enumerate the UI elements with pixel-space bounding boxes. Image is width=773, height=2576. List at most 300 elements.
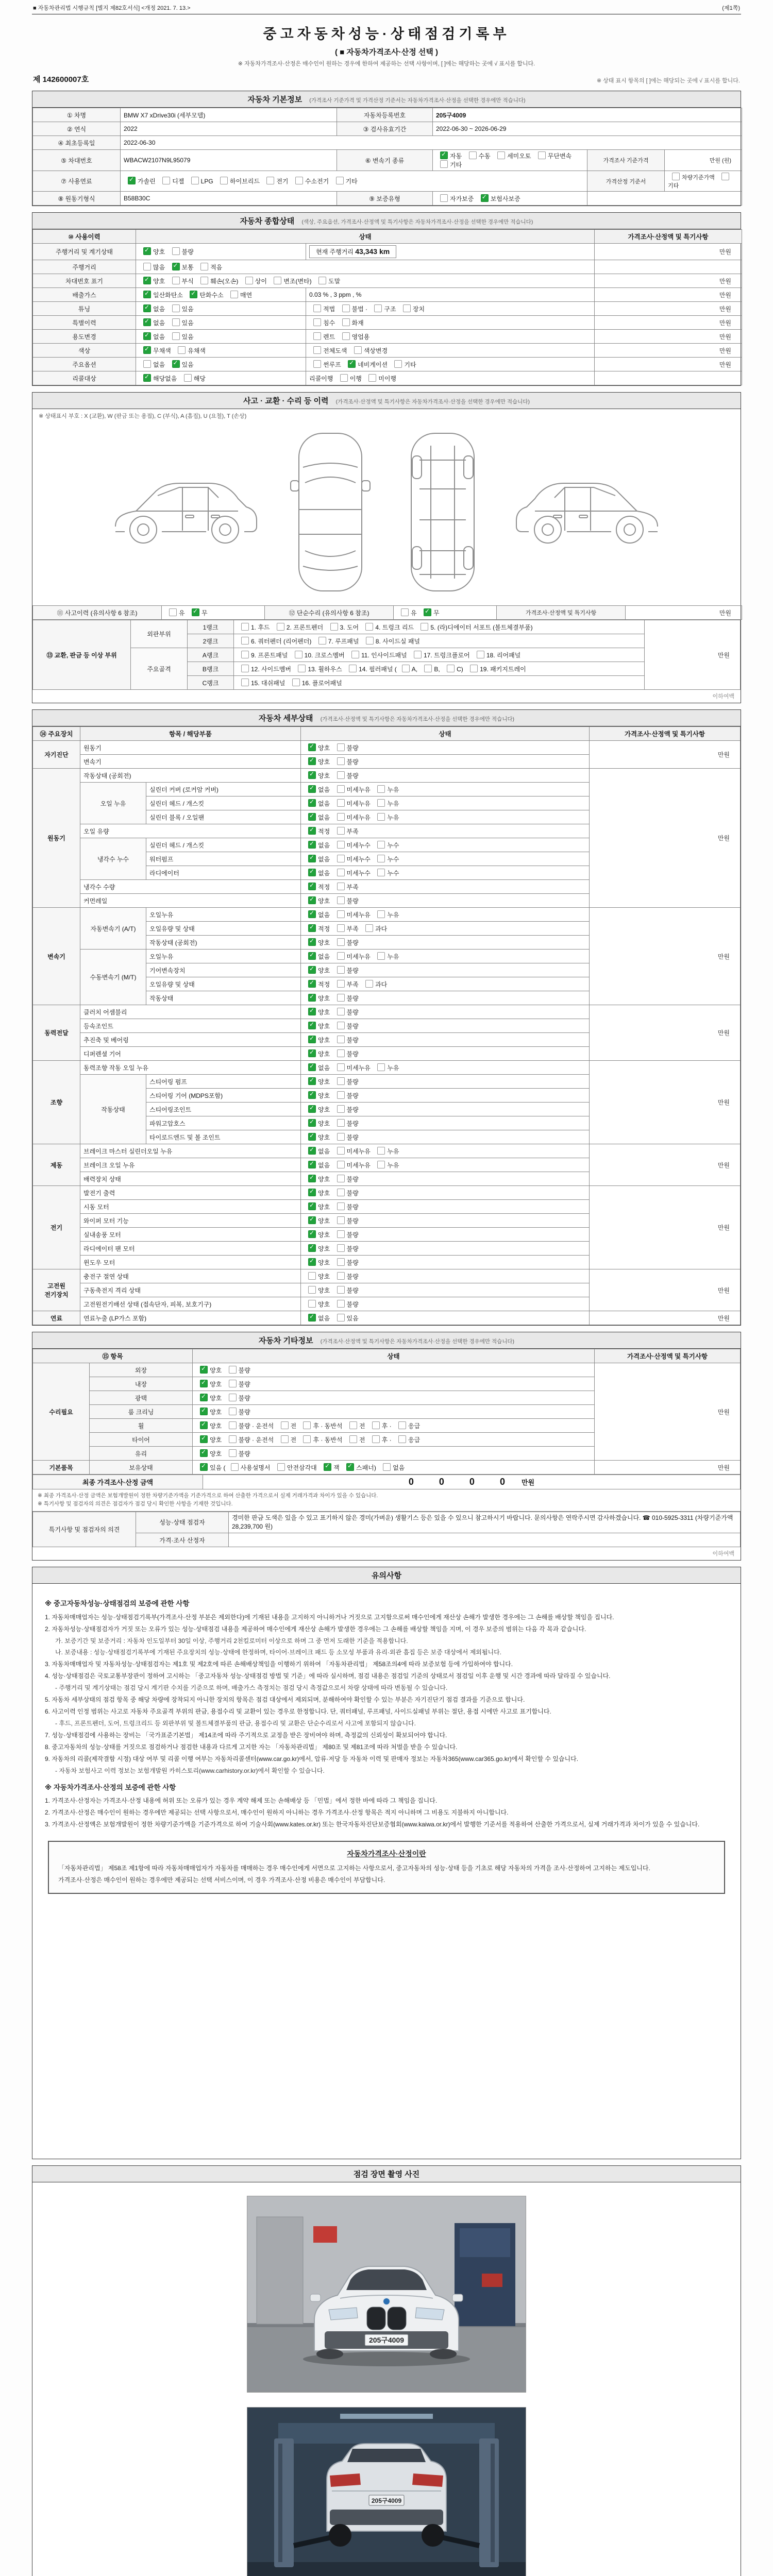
device-item: 오일 유량 <box>80 824 301 838</box>
rect <box>186 515 194 518</box>
basic-info-title: 자동차 기본정보 <box>247 95 303 104</box>
span: 없음 <box>153 333 167 341</box>
status-cell <box>136 316 306 330</box>
device-status <box>301 1019 590 1033</box>
rank-label: 1랭크 <box>188 620 234 634</box>
checkbox-empty-icon <box>365 924 373 932</box>
span: 미세누유 <box>346 814 373 821</box>
checkbox-empty-icon <box>414 651 422 658</box>
checkbox-checked-icon <box>308 1008 316 1015</box>
price-definition-title: 자동차가격조사·산정이란 <box>347 1850 426 1858</box>
device-item: 오일유량 및 상태 <box>146 977 301 991</box>
checkbox-empty-icon <box>337 1189 345 1196</box>
device-status <box>301 1200 590 1214</box>
span: 18. 리어패널 <box>486 651 521 659</box>
path <box>329 2308 358 2320</box>
accident-header <box>32 393 741 409</box>
path <box>305 477 356 483</box>
device-item: 워터펌프 <box>146 852 301 866</box>
checkbox-empty-icon <box>372 1435 380 1443</box>
notice-item: 3. 가격조사·산정액은 보험개발원이 정한 차량기준가액을 기준가격으로 하여 기술사회(www.kates.or.kr) 또는 한국자동차진단보증협회(www.kaiwa.or.kr)에서 발행한 기준서를 적용하여 산출한 가격으로서, 실제 거래가격과 차이가 있을 수 있습니다. <box>45 1821 700 1828</box>
checkbox-empty-icon <box>337 938 345 946</box>
checkbox-empty-icon <box>169 608 177 616</box>
device-item: 추진축 및 베어링 <box>80 1033 301 1047</box>
checkbox-checked-icon <box>308 1119 316 1127</box>
checkbox-checked-icon <box>308 1314 316 1321</box>
span: 누유 <box>387 1161 399 1169</box>
checkbox-checked-icon <box>308 1216 316 1224</box>
path <box>412 2473 443 2487</box>
vehicle-name: BMW X7 xDrive30i (세부모델) <box>121 108 337 122</box>
checkbox-checked-icon <box>308 1077 316 1085</box>
checkbox-empty-icon <box>313 360 321 368</box>
etc-item: 외장 <box>90 1363 193 1377</box>
checkbox-empty-icon <box>241 637 249 645</box>
checkbox-empty-icon <box>377 952 385 960</box>
photos-header: 점검 장면 촬영 사진 <box>32 2166 741 2182</box>
span: 없음 <box>318 1064 332 1072</box>
span: 미세누수 <box>346 841 373 849</box>
rect <box>452 2294 463 2301</box>
detail-row <box>33 1186 741 1200</box>
accident-note: (가격조사·산정액 및 특기사항은 자동차가격조사·산정을 선택한 경우에만 적습니다) <box>335 399 530 405</box>
checkbox-empty-icon <box>162 177 170 184</box>
overall-row <box>33 274 742 288</box>
device-item: 스티어링 기어 (MDPS포함) <box>146 1089 301 1103</box>
b: 205구4009 <box>436 111 466 119</box>
notice-heading: ※ 중고자동차성능·상태점검의 보증에 관한 사항 <box>45 1600 190 1608</box>
overall-table-wrap <box>32 229 741 385</box>
span: 있음 <box>181 333 194 341</box>
td <box>587 192 742 206</box>
photos-body <box>32 2182 741 2576</box>
field-label: 가격산정 기준서 <box>587 171 665 192</box>
checkbox-empty-icon <box>337 785 345 793</box>
checkbox-checked-icon <box>143 247 151 255</box>
tr <box>33 171 742 192</box>
circle <box>383 2298 390 2305</box>
status-cell <box>136 330 306 344</box>
span: 있음 <box>181 305 194 313</box>
checkbox-empty-icon <box>330 623 338 631</box>
span: 양호 <box>318 1259 332 1266</box>
span: 불량 <box>238 1366 250 1374</box>
outer-panel-label: 외판부위 <box>131 620 188 648</box>
checkbox-checked-icon <box>308 966 316 974</box>
path <box>303 463 358 467</box>
g <box>516 483 658 543</box>
span: 변조(변타) <box>283 277 313 285</box>
span: 구조 <box>384 305 398 313</box>
ellipse <box>430 2349 457 2359</box>
device-group: 고전원 전기장치 <box>33 1269 80 1311</box>
checkbox-empty-icon <box>477 651 484 658</box>
span: 없음 <box>153 361 167 368</box>
device-item: 윈도우 모터 <box>80 1256 301 1269</box>
notice-item: 2. 자동차성능·상태점검자가 거짓 또는 오류가 있는 성능·상태점검 내용을 제공하여 매수인에게 재산상 손해가 발생한 경우에는 그 손해를 배상할 책임을 지며, 이 경우 보증의 범위는 다음 각 목과 같습니다. <box>45 1625 586 1633</box>
rect <box>291 481 299 491</box>
span: 보험사보증 <box>490 195 520 202</box>
detail-title: 자동차 세부상태 <box>258 714 313 723</box>
col-price: 가격조사·산정액 및 특기사항 <box>595 230 742 244</box>
checkbox-empty-icon <box>229 1408 237 1415</box>
span: 6. 쿼터펜더 (리어펜더) <box>251 637 313 645</box>
final-price-label: 최종 가격조사·산정 금액 <box>33 1475 203 1489</box>
device-item: 동력조향 작동 오일 누유 <box>80 1061 301 1075</box>
overall-row <box>33 244 742 260</box>
checkbox-empty-icon <box>266 177 274 184</box>
checkbox-checked-icon <box>324 1463 331 1471</box>
circle <box>130 516 157 543</box>
span: 누유 <box>387 911 399 919</box>
checkbox-empty-icon <box>365 623 373 631</box>
checkbox-checked-icon <box>348 360 356 368</box>
checkbox-empty-icon <box>308 1300 316 1308</box>
span: 양호 <box>318 1189 332 1197</box>
detail-row <box>33 741 741 755</box>
span: 미세누수 <box>346 855 373 863</box>
final-price-table <box>32 1475 741 1489</box>
tr <box>33 1475 741 1489</box>
checkbox-empty-icon <box>281 1435 289 1443</box>
span: 네비게이션 <box>358 361 390 368</box>
final-price-value <box>203 1475 741 1489</box>
span: B, <box>434 665 442 673</box>
detail-row <box>33 1311 741 1325</box>
checkbox-checked-icon <box>308 1147 316 1155</box>
detail-row <box>33 1269 741 1283</box>
etc-group: 수리필요 <box>33 1363 90 1461</box>
span: 양호 <box>318 1022 332 1030</box>
span: 불량 <box>346 1245 359 1252</box>
exchange-label: ⑬ 교환, 판금 등 이상 부위 <box>33 620 131 690</box>
checkbox-checked-icon <box>308 1258 316 1266</box>
device-status <box>301 852 590 866</box>
circle <box>220 524 231 535</box>
overall-note: (색상, 주요옵션, 가격조사·산정액 및 특기사항은 자동차가격조사·산정을 선택한 경우에만 적습니다) <box>301 219 533 225</box>
checkbox-empty-icon <box>377 799 385 807</box>
row-label: 차대번호 표기 <box>33 274 136 288</box>
span: 해당없음 <box>153 375 179 382</box>
etc-status <box>193 1447 595 1461</box>
form-reference <box>32 3 741 14</box>
price-cell: 만원 <box>595 274 742 288</box>
price-cell: 만원 <box>595 302 742 316</box>
device-status <box>301 769 590 783</box>
page-subtitle: ( ■ 자동차가격조사·산정 선택 ) <box>334 48 439 57</box>
path <box>347 2449 426 2462</box>
checkbox-empty-icon <box>368 374 376 382</box>
detail-row <box>33 769 741 783</box>
row-label: 주요옵션 <box>33 358 136 371</box>
price-cell <box>595 371 742 385</box>
span: 적법 <box>323 305 337 313</box>
checkbox-empty-icon <box>337 1300 345 1308</box>
rect <box>412 547 422 569</box>
tbody <box>33 1512 741 1547</box>
detail-table <box>32 726 741 1325</box>
span: 미세누유 <box>346 800 373 807</box>
checkbox-empty-icon <box>403 304 411 312</box>
span: 불량 <box>346 758 359 766</box>
accident-history-value <box>162 606 265 620</box>
span: 없음 <box>318 1314 332 1322</box>
device-item: 오일누유 <box>146 950 301 963</box>
checkbox-empty-icon <box>337 1022 345 1029</box>
span: 양호 <box>318 1120 332 1127</box>
status-cell <box>136 302 306 316</box>
field-label: 자동차등록번호 <box>337 108 433 122</box>
span: 4. 트렁크 리드 <box>375 623 416 631</box>
checkbox-empty-icon <box>470 665 478 672</box>
status-cell <box>136 244 306 260</box>
span: 3. 도어 <box>340 623 361 631</box>
rect <box>460 2228 510 2257</box>
col-item: ⑮ 항목 <box>33 1349 193 1363</box>
checkbox-checked-icon <box>308 813 316 821</box>
device-price: 만원 <box>590 1186 741 1269</box>
span: 양호 <box>210 1422 224 1430</box>
status-code-legend: ※ 상태표시 부호 : X (교환), W (판금 또는 용접), C (부식), A (흠집), U (요철), T (손상) <box>39 413 247 419</box>
checkbox-empty-icon <box>424 665 432 672</box>
span: 불량 <box>346 1092 359 1099</box>
rect <box>278 2444 282 2562</box>
span: 화재 <box>351 319 364 327</box>
checkbox-checked-icon <box>308 841 316 849</box>
notice-item: 4. 성능·상태점검은 국토교통부장관이 정하여 고시하는 「중고자동차 성능·상태점검 방법 및 기준」에 따라 실시하며, 점검 내용은 점검일 기준의 상태로서 점검일 이후 운행 및 시간 경과에 따라 달라질 수 있습니다. <box>45 1672 611 1680</box>
checkbox-empty-icon <box>172 247 180 255</box>
etc-status <box>193 1405 595 1419</box>
checkbox-checked-icon <box>308 1202 316 1210</box>
span: 미세누유 <box>346 1064 373 1072</box>
checkbox-checked-icon <box>143 277 151 284</box>
span: 7. 루프패널 <box>328 637 361 645</box>
checkbox-checked-icon <box>200 1449 208 1457</box>
device-price: 만원 <box>590 1144 741 1186</box>
checkbox-empty-icon <box>241 679 249 686</box>
accident-history-label: ⑪ 사고이력 (유의사항 6 참조) <box>33 606 162 620</box>
span: 후 · 동반석 <box>313 1422 344 1430</box>
checkbox-checked-icon <box>200 1408 208 1415</box>
check-note: ※ 상태 표시 항목의 [ ]에는 해당되는 곳에 √ 표시를 합니다. <box>596 78 740 84</box>
rect <box>310 2294 321 2301</box>
device-item: 시동 모터 <box>80 1200 301 1214</box>
device-status <box>301 1047 590 1061</box>
tbody <box>33 1475 741 1489</box>
device-status <box>301 1186 590 1200</box>
checkbox-checked-icon <box>308 938 316 946</box>
checkbox-empty-icon <box>229 1380 237 1387</box>
device-status <box>301 866 590 880</box>
col-status: 상태 <box>136 230 595 244</box>
price-definition-box <box>48 1841 725 1894</box>
span: 양호 <box>318 1203 332 1211</box>
span: 있음 ( <box>210 1464 226 1471</box>
checkbox-empty-icon <box>308 1286 316 1294</box>
device-item: 오일누유 <box>146 908 301 922</box>
device-price: 만원 <box>590 1269 741 1311</box>
device-status <box>301 1172 590 1186</box>
span: 무 <box>201 609 208 617</box>
device-status <box>301 810 590 824</box>
detail-note: (가격조사·산정액 및 특기사항은 자동차가격조사·산정을 선택한 경우에만 적습니다) <box>320 716 515 722</box>
detail-table-wrap <box>32 726 741 1325</box>
checkbox-checked-icon <box>143 291 151 298</box>
span: 유 <box>179 609 187 617</box>
span: 불량 <box>346 897 359 905</box>
rank-label: B랭크 <box>188 662 234 676</box>
row-label: 특별이력 <box>33 316 136 330</box>
device-status <box>301 880 590 894</box>
path <box>305 551 356 556</box>
vin-value: WBACW2107N9L95079 <box>121 150 337 171</box>
device-status <box>301 1214 590 1228</box>
checkbox-empty-icon <box>377 910 385 918</box>
span: 19. 패키지트레이 <box>480 665 526 673</box>
car-diagram-top <box>287 427 374 597</box>
checkbox-empty-icon <box>337 910 345 918</box>
rect <box>274 2438 294 2567</box>
extra-cell <box>306 330 595 344</box>
checkbox-checked-icon <box>192 608 199 616</box>
checkbox-checked-icon <box>143 374 151 382</box>
checkbox-checked-icon <box>424 608 431 616</box>
device-status <box>301 1256 590 1269</box>
checkbox-empty-icon <box>337 1216 345 1224</box>
span: 불량 <box>346 1231 359 1239</box>
checkbox-empty-icon <box>337 757 345 765</box>
price-cell: 만원 <box>595 244 742 260</box>
span: 있음 <box>181 361 194 368</box>
checkbox-empty-icon <box>337 841 345 849</box>
circle <box>616 516 643 543</box>
overall-row <box>33 316 742 330</box>
checkbox-empty-icon <box>337 1258 345 1266</box>
row-label: 색상 <box>33 344 136 358</box>
tr <box>33 192 742 206</box>
checkbox-empty-icon <box>230 291 238 298</box>
checkbox-empty-icon <box>337 1314 345 1321</box>
field-label: ⑥ 변속기 종류 <box>337 150 433 171</box>
device-status <box>301 1089 590 1103</box>
span: 전 <box>290 1422 298 1430</box>
checkbox-checked-icon <box>172 360 180 368</box>
overall-row <box>33 371 742 385</box>
circle <box>138 524 149 535</box>
path <box>415 2308 444 2320</box>
device-subgroup: 작동상태 <box>80 1075 146 1144</box>
device-item: 커먼레일 <box>80 894 301 908</box>
document-number-row <box>33 74 740 84</box>
g <box>291 433 370 591</box>
first-registration-date: 2022-06-30 <box>121 136 742 150</box>
span: 양호 <box>318 1050 332 1058</box>
notice-item: - 후드, 프론트펜더, 도어, 트렁크리드 등 외판부위 및 볼트체결부품의 판금, 용접수리 및 교환은 단순수리로서 사고에 포함되지 않습니다. <box>55 1720 416 1727</box>
device-item: 실린더 헤드 / 개스킷 <box>146 838 301 852</box>
checkbox-empty-icon <box>172 332 180 340</box>
device-item: 스티어링조인트 <box>146 1103 301 1116</box>
span: 응급 <box>408 1422 421 1430</box>
checkbox-empty-icon <box>229 1366 237 1374</box>
checkbox-empty-icon <box>402 665 410 672</box>
device-item: 작동상태 <box>146 991 301 1005</box>
checkbox-empty-icon <box>342 318 350 326</box>
device-price: 만원 <box>590 741 741 769</box>
span: 없음 <box>318 1147 332 1155</box>
device-group: 자기진단 <box>33 741 80 769</box>
rect <box>491 2444 495 2562</box>
checkbox-checked-icon <box>200 1421 208 1429</box>
col-price: 가격조사·산정액 및 특기사항 <box>590 727 741 741</box>
price-cell: 만원 <box>595 358 742 371</box>
checkbox-empty-icon <box>337 980 345 988</box>
checkbox-checked-icon <box>143 346 151 354</box>
span: 없음 <box>318 855 332 863</box>
checkbox-empty-icon <box>337 1077 345 1085</box>
span: 해당 <box>193 375 206 382</box>
span: 누유 <box>387 800 399 807</box>
span: 불량 <box>346 1300 359 1308</box>
span: 누유 <box>387 814 399 821</box>
final-price-note: ※ 최종 가격조사·산정 금액은 보험개발원이 정한 차량기준가액을 기준가격으로 하여 산출한 가격으로서 실제 거래가격과 차이가 있을 수 있습니다. <box>38 1493 378 1499</box>
span: 양호 <box>210 1408 224 1416</box>
span: 무 <box>433 609 440 617</box>
span: 양호 <box>318 994 332 1002</box>
span: 양호 <box>153 248 167 256</box>
inspector-role: 성능·상태 점검자 <box>136 1512 229 1533</box>
checkbox-empty-icon <box>672 173 680 180</box>
price-cell <box>595 260 742 274</box>
span: 양호 <box>210 1436 224 1444</box>
span: 수소전기 <box>305 178 331 185</box>
checkbox-checked-icon <box>200 1435 208 1443</box>
detail-section <box>32 709 741 1326</box>
checkbox-empty-icon <box>337 1230 345 1238</box>
device-price: 만원 <box>590 1311 741 1325</box>
checkbox-empty-icon <box>421 623 428 631</box>
checkbox-empty-icon <box>365 980 373 988</box>
checkbox-checked-icon <box>308 1230 316 1238</box>
device-item: 실린더 블록 / 오일팬 <box>146 810 301 824</box>
checkbox-empty-icon <box>313 346 321 354</box>
span: 양호 <box>210 1380 224 1388</box>
overall-row <box>33 288 742 302</box>
inspection-validity: 2022-06-30 ~ 2026-06-29 <box>433 122 742 136</box>
etc-section <box>32 1332 741 1561</box>
span: 후 · <box>381 1436 394 1444</box>
car-diagram-side-left <box>107 466 262 558</box>
checkbox-empty-icon <box>337 1105 345 1113</box>
checkbox-empty-icon <box>398 1421 406 1429</box>
checkbox-empty-icon <box>337 1119 345 1127</box>
checkbox-empty-icon <box>377 1161 385 1168</box>
checkbox-checked-icon <box>308 771 316 779</box>
span: LPG <box>200 178 215 185</box>
span: 기타 <box>450 161 462 168</box>
span: 사용설명서 <box>240 1464 272 1471</box>
page-number: (제1쪽) <box>722 5 740 11</box>
span: 응급 <box>408 1436 421 1444</box>
device-status <box>301 1158 590 1172</box>
blank-space-note-2: 이하여백 <box>712 1551 734 1557</box>
status-cell <box>136 274 595 288</box>
checkbox-empty-icon <box>337 966 345 974</box>
etc-item: 유리 <box>90 1447 193 1461</box>
span: C) <box>457 665 465 673</box>
field-label: ⑤ 차대번호 <box>33 150 121 171</box>
extra-cell <box>306 371 595 385</box>
span: 부식 <box>181 277 196 285</box>
